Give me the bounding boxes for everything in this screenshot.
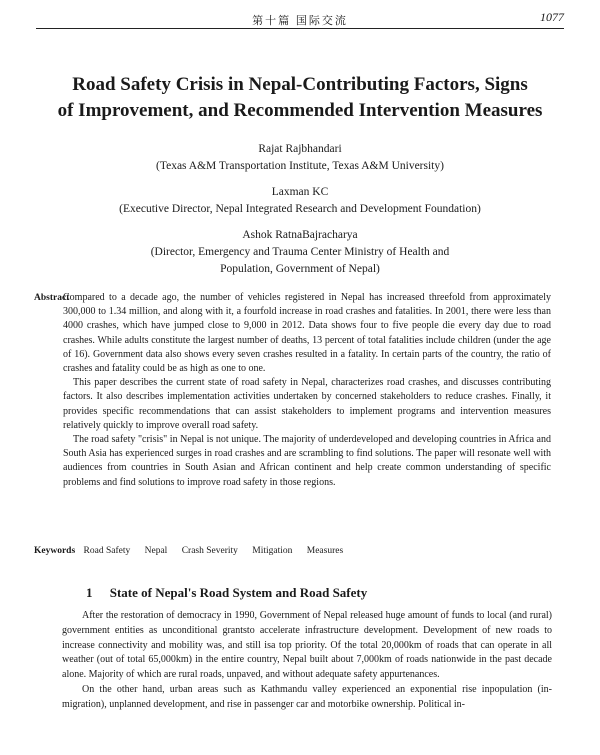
abstract-label: Abstract — [34, 293, 70, 303]
section-heading — [86, 585, 367, 601]
author-name: Laxman KC — [271, 186, 329, 198]
author-affiliation: (Executive Director, Nepal Integrated Research and Development Foundation) — [119, 203, 481, 215]
keyword: Crash Severity — [181, 546, 238, 556]
body-paragraph: After the restoration of democracy in 1990, Government of Nepal released huge amount of funds to local (and rural) government entities as unconditional grantsto accelerate infrastructure development. Development of new roads to increase connectivity and mobility was, and still isa top priority. Of the total 20,000km of roads that can operate in all weather (out of total 65,000km) in the entire country, Nepal built about 7,000km of roads nationwide in the past decade alone. Majority of which are rural roads, unpaved, and without adequate safety appurtenances. — [62, 610, 552, 681]
header-rule — [36, 28, 564, 29]
author-affiliation: (Director, Emergency and Trauma Center Ministry of Health and — [150, 246, 450, 258]
running-header-title: 第十篇 国际交流 — [252, 15, 348, 27]
abstract-paragraph: This paper describes the current state of road safety in Nepal, characterizes road crashes, and discusses contributing factors. It also describes implementation activities undertaken by concerned stakeholders to reduce crashes. Finally, it provides specific recommendations that can assist stakeholders to implement programs and intervention measures relatively quickly to improve overall road safety. — [63, 377, 551, 431]
section-body — [62, 609, 552, 713]
author-name: Ashok RatnaBajracharya — [242, 229, 358, 241]
abstract-paragraph: Compared to a decade ago, the number of vehicles registered in Nepal has increased threefold from approximately 300,000 to 1.34 million, and along with it, a fourfold increase in road crashes and fatalities. In 2001, there were less than 4000 crashes, which have jumped close to 9,000 in 2012. Data shows four to five people die every day due to road crashes. While adults constitute the largest number of deaths, 13 percent of total fatalities include children (under the age of 16). Government data also shows every seven crashes resulted in a fatality. In certain parts of the country, the ratio of crashes and fatality could be as high as one to one. — [63, 292, 551, 375]
running-header — [36, 10, 564, 28]
paper-title-line-1: Road Safety Crisis in Nepal-Contributing Factors, Signs — [72, 74, 528, 95]
paper-title-line-2: of Improvement, and Recommended Intervention Measures — [57, 100, 543, 121]
author-name: Rajat Rajbhandari — [258, 143, 342, 155]
author-block — [30, 141, 570, 278]
paper-title — [40, 72, 560, 124]
body-paragraph: On the other hand, urban areas such as Kathmandu valley experienced an exponential rise inpopulation (in-migration), unplanned development, and rise in passenger car and motorbike ownership. Political in- — [62, 683, 552, 710]
keywords-label: Keywords — [34, 546, 76, 556]
keyword: Measures — [306, 546, 344, 556]
author-affiliation: (Texas A&M Transportation Institute, Texas A&M University) — [156, 160, 444, 172]
keyword: Nepal — [144, 546, 168, 556]
author-affiliation: Population, Government of Nepal) — [220, 263, 380, 275]
page-number: 1077 — [540, 10, 564, 24]
keywords — [34, 546, 554, 556]
abstract — [34, 291, 551, 490]
abstract-paragraph: The road safety "crisis" in Nepal is not unique. The majority of underdeveloped and developing countries in Africa and South Asia has experienced surges in road crashes and are scrambling to find solutions. The paper will resonate well with audiences from countries in South Asian and African continent and help create common understanding of specific problems and find solutions to improve road safety in those regions. — [63, 434, 551, 488]
section-title: State of Nepal's Road System and Road Safety — [109, 585, 368, 600]
keyword: Mitigation — [252, 546, 293, 556]
section-number: 1 — [86, 585, 93, 600]
keyword: Road Safety — [83, 546, 131, 556]
